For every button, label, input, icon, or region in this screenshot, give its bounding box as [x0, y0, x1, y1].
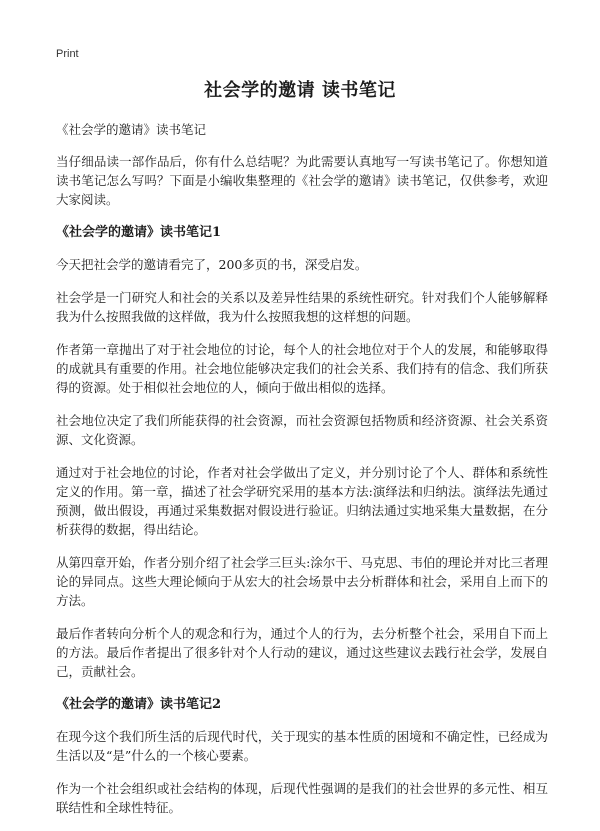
- section1-paragraph: 社会地位决定了我们所能获得的社会资源，而社会资源包括物质和经济资源、社会关系资源、文化资源。: [56, 413, 548, 447]
- page-title: 社会学的邀请 读书笔记: [204, 80, 396, 101]
- section1-paragraph: 通过对于社会地位的讨论，作者对社会学做出了定义，并分别讨论了个人、群体和系统性定义的作用。第一章，描述了社会学研究采用的基本方法:演绎法和归纳法。演绎法先通过预测，做出假设，再通过采集数据对假设进行验证。归纳法通过实地采集大量数据，在分析获得的数据，得出结论。: [56, 465, 548, 537]
- document-body: [56, 120, 548, 831]
- section1-paragraph: 从第四章开始，作者分别介绍了社会学三巨头:涂尔干、马克思、韦伯的理论并对比三者理论的异同点。这些大理论倾向于从宏大的社会场景中去分析群体和社会，采用自上而下的方法。: [56, 555, 548, 608]
- section-heading-2: 《社会学的邀请》读书笔记2: [56, 697, 222, 712]
- document-subtitle: 《社会学的邀请》读书笔记: [56, 122, 207, 137]
- section1-paragraph: 今天把社会学的邀请看完了，200多页的书，深受启发。: [56, 257, 368, 272]
- print-link[interactable]: Print: [56, 48, 79, 60]
- intro-paragraph: 当仔细品读一部作品后，你有什么总结呢？为此需要认真地写一写读书笔记了。你想知道读书笔记怎么写吗？下面是小编收集整理的《社会学的邀请》读书笔记，仅供参考，欢迎大家阅读。: [56, 154, 548, 207]
- section2-paragraph: 作为一个社会组织或社会结构的体现，后现代性强调的是我们的社会世界的多元性、相互联结性和全球性特征。: [56, 781, 548, 815]
- section-heading-1: 《社会学的邀请》读书笔记1: [56, 225, 222, 240]
- section2-paragraph: 在现今这个我们所生活的后现代时代，关于现实的基本性质的困境和不确定性，已经成为生活以及“是”什么的一个核心要素。: [56, 729, 548, 763]
- section1-paragraph: 社会学是一门研究人和社会的关系以及差异性结果的系统性研究。针对我们个人能够解释我为什么按照我做的这样做，我为什么按照我想的这样想的问题。: [56, 290, 548, 324]
- section1-paragraph: 作者第一章抛出了对于社会地位的讨论，每个人的社会地位对于个人的发展，和能够取得的成就具有重要的作用。社会地位能够决定我们的社会关系、我们持有的信念、我们所获得的资源。处于相似社会地位的人，倾向于做出相似的选择。: [56, 342, 548, 395]
- section1-paragraph: 最后作者转向分析个人的观念和行为，通过个人的行为，去分析整个社会，采用自下而上的方法。最后作者提出了很多针对个人行动的建议，通过这些建议去践行社会学，发展自己，贡献社会。: [56, 626, 548, 679]
